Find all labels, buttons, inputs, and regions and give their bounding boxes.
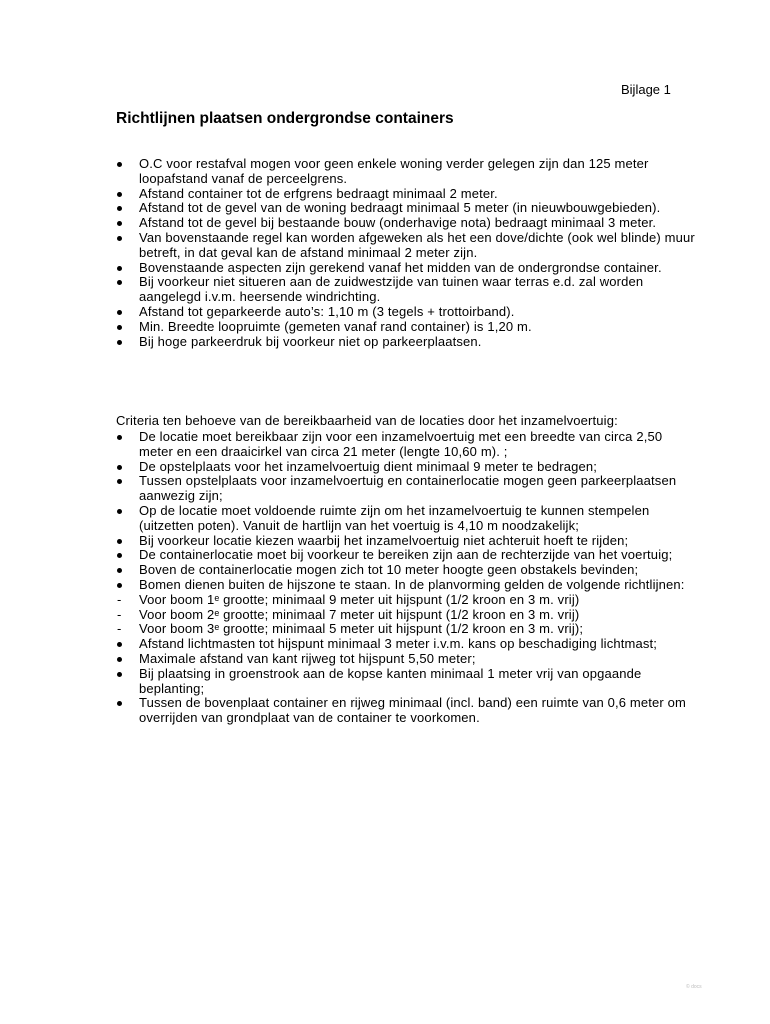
list-item <box>116 201 696 216</box>
list-item <box>116 216 696 231</box>
list-item <box>116 460 696 475</box>
list-item <box>116 231 696 261</box>
list-item <box>116 187 696 202</box>
list-item <box>116 667 696 697</box>
list-item-text: Bomen dienen buiten de hijszone te staan. In de planvorming gelden de volgende richtlijnen: <box>139 576 685 592</box>
list-item <box>116 261 696 276</box>
list-item-text: Bovenstaande aspecten zijn gerekend vanaf het midden van de ondergrondse container. <box>139 259 662 275</box>
appendix-label: Bijlage 1 <box>621 82 671 97</box>
list-item-text: Bij plaatsing in groenstrook aan de kopse kanten minimaal 1 meter vrij van opgaande beplanting; <box>139 665 642 696</box>
list-item <box>116 430 696 460</box>
list-item-text: Tussen opstelplaats voor inzamelvoertuig en containerlocatie mogen geen parkeerplaatsen aanwezig zijn; <box>139 473 677 504</box>
list-item <box>116 320 696 335</box>
list-item <box>116 608 696 623</box>
list-item-text: Voor boom 3ᵉ grootte; minimaal 5 meter uit hijspunt (1/2 kroon en 3 m. vrij); <box>139 621 584 637</box>
list-item-text: Tussen de bovenplaat container en rijweg minimaal (incl. band) een ruimte van 0,6 meter om overrijden van grondplaat van de container te voorkomen. <box>139 695 687 726</box>
list-item <box>116 157 696 187</box>
list-item <box>116 696 696 726</box>
list-item <box>116 548 696 563</box>
list-item <box>116 534 696 549</box>
list-item-text: De opstelplaats voor het inzamelvoertuig dient minimaal 9 meter te bedragen; <box>139 458 597 474</box>
list-item <box>116 504 696 534</box>
list-item <box>116 305 696 320</box>
criteria-intro: Criteria ten behoeve van de bereikbaarheid van de locaties door het inzamelvoertuig: <box>116 413 618 428</box>
page-title: Richtlijnen plaatsen ondergrondse containers <box>116 110 454 127</box>
list-item-text: Afstand tot de gevel van de woning bedraagt minimaal 5 meter (in nieuwbouwgebieden). <box>139 200 661 216</box>
list-item <box>116 622 696 637</box>
list-item-text: Afstand tot de gevel bij bestaande bouw (onderhavige nota) bedraagt minimaal 3 meter. <box>139 215 657 231</box>
criteria-list <box>116 430 696 726</box>
list-item-text: Afstand lichtmasten tot hijspunt minimaal 3 meter i.v.m. kans op beschadiging lichtmast; <box>139 636 658 652</box>
list-item <box>116 563 696 578</box>
list-item <box>116 335 696 350</box>
list-item-text: Van bovenstaande regel kan worden afgeweken als het een dove/dichte (ook wel blinde) muur betreft, in dat geval kan de afstand minimaal 2 meter zijn. <box>139 229 695 260</box>
list-item <box>116 637 696 652</box>
list-item-text: Bij hoge parkeerdruk bij voorkeur niet op parkeerplaatsen. <box>139 333 482 349</box>
list-item-text: Min. Breedte loopruimte (gemeten vanaf rand container) is 1,20 m. <box>139 318 532 334</box>
list-item <box>116 275 696 305</box>
guidelines-list <box>116 157 696 349</box>
list-item-text: Op de locatie moet voldoende ruimte zijn om het inzamelvoertuig te kunnen stempelen (uitzetten poten). Vanuit de hartlijn van het voertuig is 4,10 m noodzakelijk; <box>139 502 650 533</box>
footer-mark: © docs <box>686 984 702 990</box>
list-item-text: Boven de containerlocatie mogen zich tot 10 meter hoogte geen obstakels bevinden; <box>139 562 639 578</box>
list-item <box>116 652 696 667</box>
list-item-text: Afstand container tot de erfgrens bedraagt minimaal 2 meter. <box>139 185 498 201</box>
list-item-text: De containerlocatie moet bij voorkeur te bereiken zijn aan de rechterzijde van het voertuig; <box>139 547 673 563</box>
list-item-text: De locatie moet bereikbaar zijn voor een inzamelvoertuig met een breedte van circa 2,50 meter en een draaicirkel van circa 21 meter (lengte 10,60 m). ; <box>139 429 663 459</box>
list-item-text: Bij voorkeur locatie kiezen waarbij het inzamelvoertuig niet achteruit hoeft te rijden; <box>139 532 629 548</box>
list-item-text: Maximale afstand van kant rijweg tot hijspunt 5,50 meter; <box>139 650 476 666</box>
list-item <box>116 578 696 593</box>
list-item <box>116 593 696 608</box>
list-item-text: Voor boom 1ᵉ grootte; minimaal 9 meter uit hijspunt (1/2 kroon en 3 m. vrij) <box>139 591 580 607</box>
list-item-text: Afstand tot geparkeerde auto’s: 1,10 m (3 tegels + trottoirband). <box>139 303 515 319</box>
list-item-text: Voor boom 2ᵉ grootte; minimaal 7 meter uit hijspunt (1/2 kroon en 3 m. vrij) <box>139 606 580 622</box>
list-item <box>116 474 696 504</box>
list-item-text: O.C voor restafval mogen voor geen enkele woning verder gelegen zijn dan 125 meter loopafstand vanaf de perceelgrens. <box>139 156 649 186</box>
list-item-text: Bij voorkeur niet situeren aan de zuidwestzijde van tuinen waar terras e.d. zal worden aangelegd i.v.m. heersende windrichting. <box>139 274 644 305</box>
